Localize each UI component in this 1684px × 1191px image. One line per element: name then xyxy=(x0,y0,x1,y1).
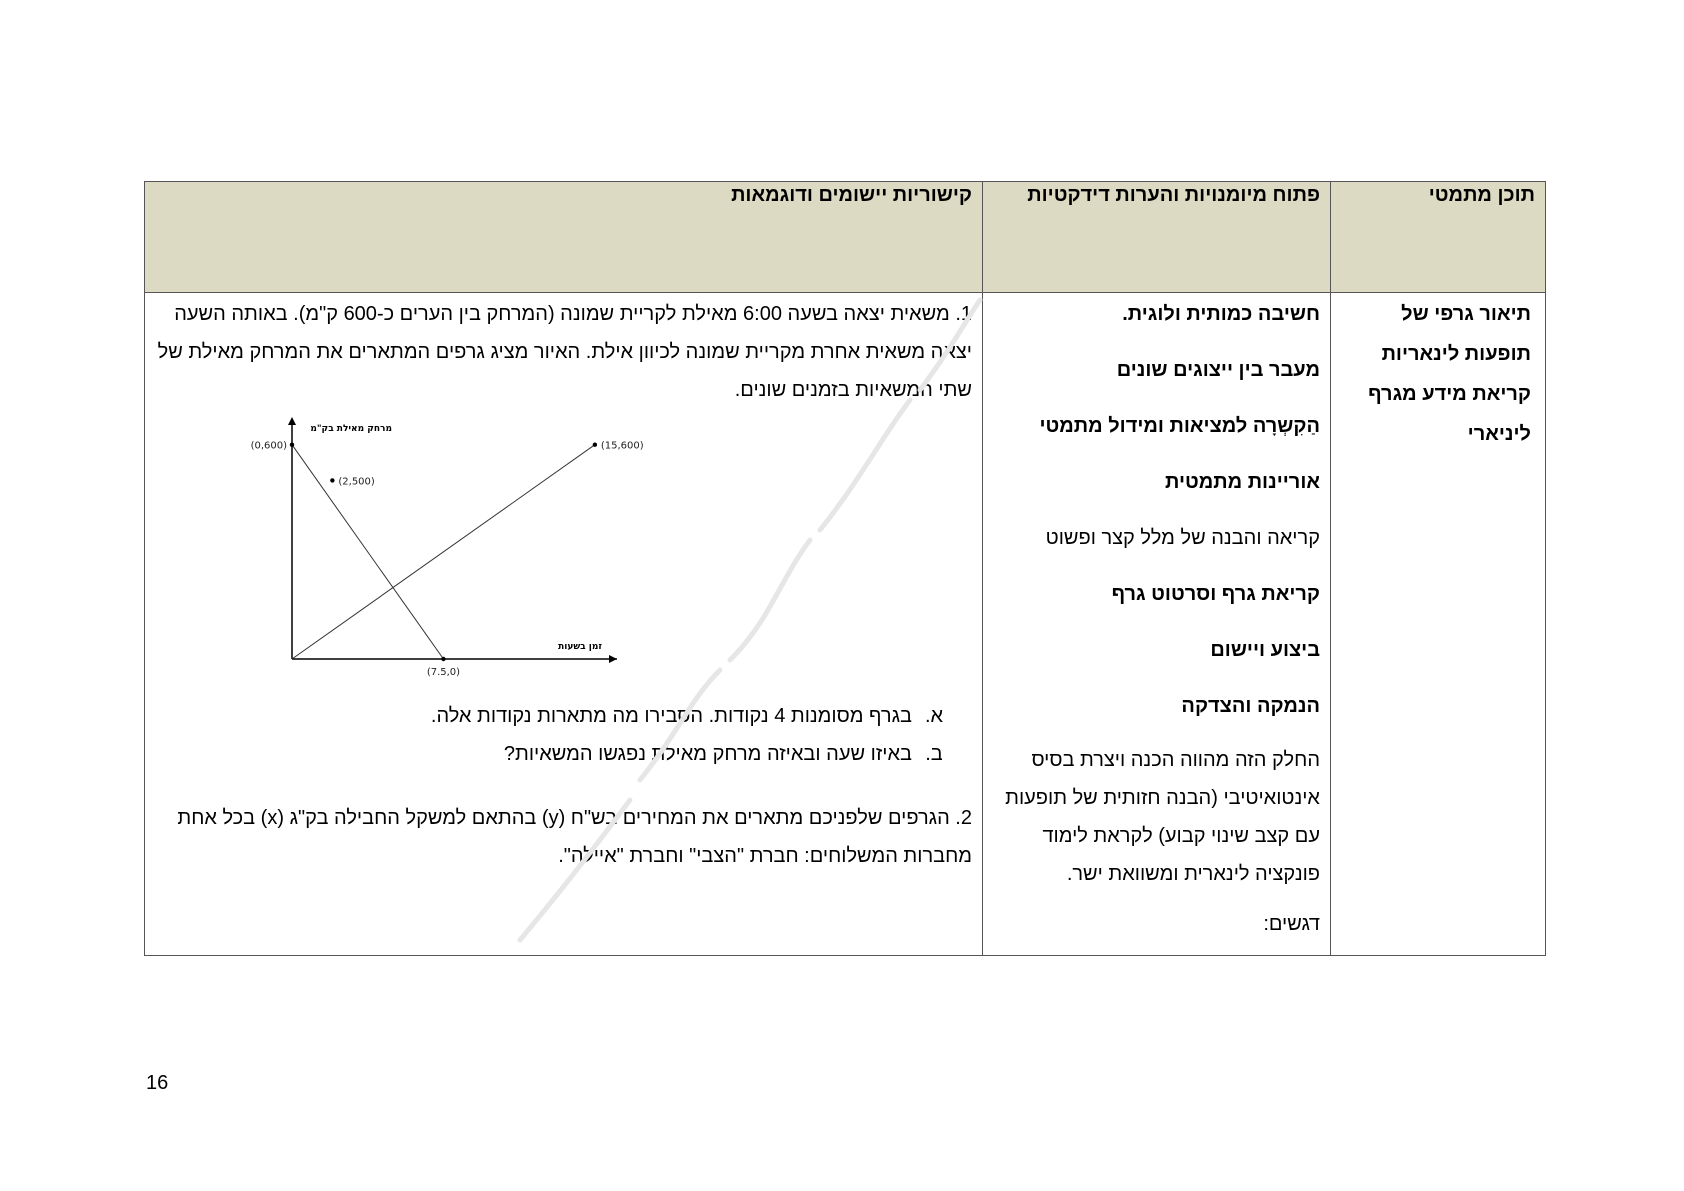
topic-line: קריאת מידע מגרף xyxy=(1368,383,1531,405)
emphases-label: דגשים: xyxy=(1263,913,1320,935)
question-item xyxy=(155,735,972,773)
example-1-text: 1. משאית יצאה בשעה 6:00 מאילת לקריית שמונה (המרחק בין הערים כ-600 ק"מ). באותה השעה יצאה משאית אחרת מקריית שמונה לכיוון אילת. האיור מציג גרפים המתארים את המרחק מאילת של שתי המשאיות בזמנים שונים. xyxy=(157,303,972,401)
distance-time-graph xyxy=(232,409,644,689)
didactic-note: החלק הזה מהווה הכנה ויצרת בסיס אינטואיטיבי (הבנה חזותית של תופעות עם קצב שינוי קבוע) לקראת לימוד פונקציה לינארית ומשוואת ישר. xyxy=(1005,749,1320,885)
data-point xyxy=(330,478,334,482)
topic-line: ליניארי xyxy=(1467,423,1531,445)
skill-item: אוריינות מתמטית xyxy=(1165,471,1320,493)
skill-item: קריאה והבנה של מלל קצר ופשוט xyxy=(1045,527,1320,549)
point-label: (7.5,0) xyxy=(426,667,461,678)
point-label: (2,500) xyxy=(338,476,375,488)
question-mark: א. xyxy=(924,705,944,727)
skills-cell xyxy=(983,293,1331,956)
example-2-text: 2. הגרפים שלפניכם מתארים את המחירים בש"ח (y) בהתאם למשקל החבילה בק"ג (x) בכל אחת מחברות המשלוחים: חברת "הצבי" וחברת "איילה". xyxy=(177,807,972,867)
data-point xyxy=(593,443,597,447)
skill-item: ביצוע ויישום xyxy=(1210,639,1320,661)
data-point xyxy=(441,657,445,661)
question-mark: ב. xyxy=(925,743,943,765)
topic-line: תופעות לינאריות xyxy=(1381,343,1531,365)
data-point xyxy=(290,443,294,447)
example-1-questions xyxy=(155,697,972,773)
skill-item: קריאת גרף וסרטוט גרף xyxy=(1111,583,1320,605)
point-label: (15,600) xyxy=(600,440,644,452)
question-text: בגרף מסומנות 4 נקודות. הסבירו מה מתארות נקודות אלה. xyxy=(430,705,912,727)
topic-line: תיאור גרפי של xyxy=(1401,303,1531,325)
point-label: (0,600) xyxy=(250,440,287,452)
question-item xyxy=(155,697,972,735)
page-number: 16 xyxy=(146,1072,169,1094)
applications-cell xyxy=(145,293,983,956)
question-text: באיזו שעה ובאיזה מרחק מאילת נפגשו המשאיות? xyxy=(503,743,912,765)
y-axis-label: מרחק מאילת בק"מ xyxy=(310,424,392,434)
skill-item: הנמקה והצדקה xyxy=(1181,695,1320,717)
header-skills: פתוח מיומנויות והערות דידקטיות xyxy=(983,182,1331,293)
curriculum-table xyxy=(144,181,1546,956)
chart-svg xyxy=(232,409,644,689)
y-axis-arrow xyxy=(288,417,296,425)
header-applications: קישוריות יישומים ודוגמאות xyxy=(145,182,983,293)
x-axis-label: זמן בשעות xyxy=(558,642,602,652)
header-math-content: תוכן מתמטי xyxy=(1331,182,1546,293)
skill-item: חשיבה כמותית ולוגית. xyxy=(1122,303,1320,325)
skill-item: מעבר בין ייצוגים שונים xyxy=(1116,359,1320,381)
x-axis-arrow xyxy=(609,655,617,663)
topic-cell xyxy=(1331,293,1546,956)
skill-item: הַקִשְרָה למציאות ומידול מתמטי xyxy=(1039,415,1320,437)
